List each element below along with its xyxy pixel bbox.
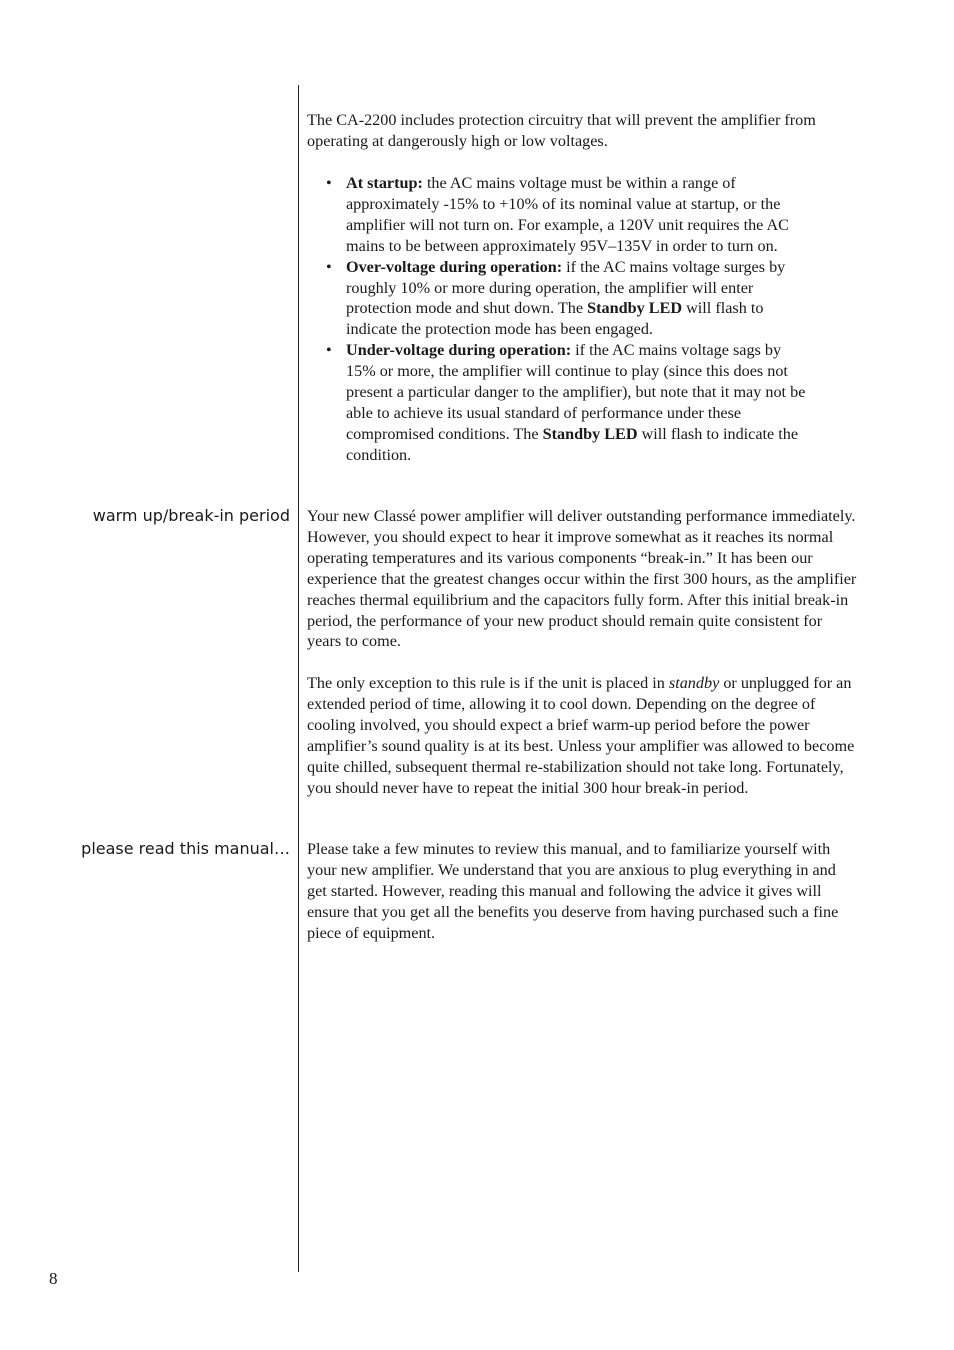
intro-paragraph: The CA-2200 includes protection circuitry that will prevent the amplifier from operating at dangerously high or low voltages. bbox=[307, 111, 816, 150]
bullet-text: will flash to indicate the condition. bbox=[346, 424, 799, 464]
warmup-text: The only exception to this rule is if the unit is placed in bbox=[307, 674, 669, 692]
bullet-startup bbox=[326, 173, 806, 257]
warmup-text: or unplugged for an extended period of time, allowing it to cool down. Depending on the degree of cooling involved, you should expect a brief warm-up period before the power amplifier’s sound quality is at its best. Unless your amplifier was allowed to become quite chilled, subsequent thermal re-stabilization should not take long. Fortunately, you should never have to repeat the initial 300 hour break-in period. bbox=[307, 674, 855, 797]
warmup-heading: warm up/break-in period bbox=[92, 506, 290, 525]
standby-led-term: Standby LED bbox=[587, 299, 683, 318]
manual-heading: please read this manual… bbox=[81, 839, 290, 858]
standby-led-term: Standby LED bbox=[542, 424, 638, 443]
manual-paragraph: Please take a few minutes to review this manual, and to familiarize yourself with your new amplifier. We understand that you are anxious to plug everything in and get started. However, reading this manual and following the advice it gives will ensure that you get all the benefits you deserve from having purchased such a fine piece of equipment. bbox=[307, 840, 839, 942]
bullet-text: if the AC mains voltage sags by 15% or more, the amplifier will continue to play (since this does not present a particular danger to the amplifier), but note that it may not be able to achieve its usual standard of performance under these compromised conditions. The bbox=[346, 341, 806, 443]
bullet-over-voltage bbox=[326, 257, 806, 341]
warmup-paragraph-1: Your new Classé power amplifier will deliver outstanding performance immediately. However, you should expect to hear it improve somewhat as it reaches its normal operating temperatures and its various components “break-in.” It has been our experience that the greatest changes occur within the first 300 hours, as the amplifier reaches thermal equilibrium and the capacitors fully form. After this initial break-in period, the performance of your new product should remain quite consistent for years to come. bbox=[307, 507, 857, 651]
warmup-paragraph-2 bbox=[307, 673, 859, 798]
bullet-dot: • bbox=[326, 174, 332, 192]
bullet-under-voltage bbox=[326, 340, 806, 465]
voltage-bullet-list bbox=[326, 173, 806, 466]
bullet-dot: • bbox=[326, 257, 332, 276]
bullet-term: Over-voltage during operation: bbox=[346, 257, 563, 276]
bullet-dot: • bbox=[326, 341, 332, 360]
bullet-term: At startup: bbox=[346, 174, 423, 192]
bullet-text: will flash to indicate the protection mode has been engaged. bbox=[346, 299, 764, 339]
bullet-text: if the AC mains voltage surges by roughly 10% or more during operation, the amplifier will enter protection mode and shut down. The bbox=[346, 257, 786, 318]
column-divider bbox=[298, 85, 299, 1272]
bullet-text: the AC mains voltage must be within a range of approximately -15% to +10% of its nominal value at startup, or the amplifier will not turn on. For example, a 120V unit requires the AC mains to be between approximately 95V–135V in order to turn on. bbox=[346, 174, 789, 255]
page-number: 8 bbox=[49, 1269, 58, 1288]
standby-emphasis: standby bbox=[668, 674, 720, 692]
bullet-term: Under-voltage during operation: bbox=[346, 341, 572, 360]
